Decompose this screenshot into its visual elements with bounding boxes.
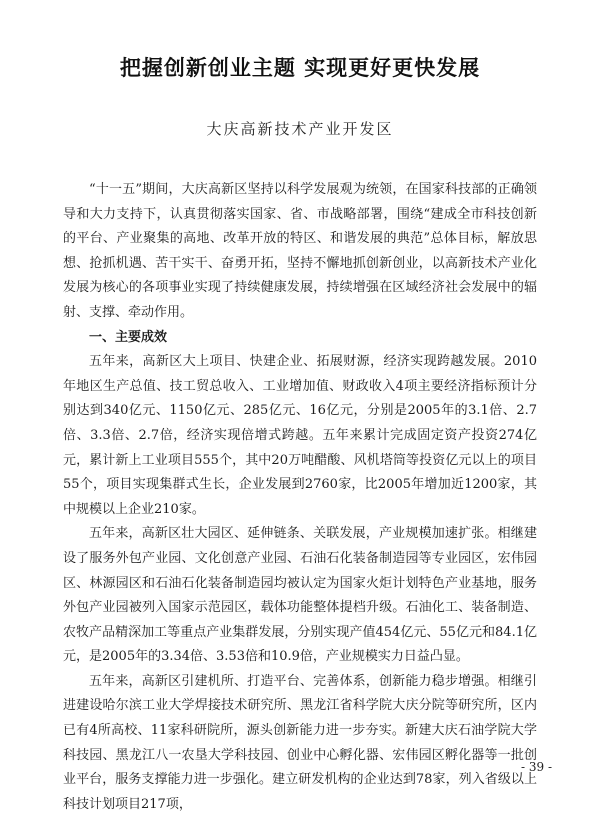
paragraph-industry: 五年来，高新区壮大园区、延伸链条、关联发展，产业规模加速扩张。相继建设了服务外包产业园、文化创意产业园、石油石化装备制造园等专业园区，宏伟园区、林源园区和石油石化装备制造园均被认定为国家火炬计划特色产业基地，服务外包产业园被列入国家示范园区，载体功能整体提档升级。石油化工、装备制造、农牧产品精深加工等重点产业集群发展，分别实现产值454亿元、55亿元和84.1亿元，是2005年的3.34倍、3.53倍和10.9倍，产业规模实力日益凸显。 bbox=[63, 526, 537, 665]
page-number: - 39 - bbox=[520, 760, 552, 774]
document-title: 把握创新创业主题 实现更好更快发展 bbox=[119, 55, 481, 80]
document-body bbox=[63, 178, 537, 817]
section-heading: 一、主要成效 bbox=[89, 329, 168, 345]
document-author: 大庆高新技术产业开发区 bbox=[206, 120, 394, 138]
intro-paragraph: “十一五”期间，大庆高新区坚持以科学发展观为统领，在国家科技部的正确领导和大力支持下，认真贯彻落实国家、省、市战略部署，围绕“建成全市科技创新的平台、产业聚集的高地、改革开放的特区、和谐发展的典范”总体目标，解放思想、抢抓机遇、苦干实干、奋勇开拓，坚持不懈地抓创新创业，以高新技术产业化发展为核心的各项事业实现了持续健康发展，持续增强在区域经济社会发展中的辐射、支撑、牵动作用。 bbox=[63, 182, 537, 320]
paragraph-economy: 五年来，高新区大上项目、快建企业、拓展财源，经济实现跨越发展。2010年地区生产总值、技工贸总收入、工业增加值、财政收入4项主要经济指标预计分别达到340亿元、1150亿元、285亿元、16亿元，分别是2005年的3.1倍、2.7倍、3.3倍、2.7倍，经济实现倍增式跨越。五年来累计完成固定资产投资274亿元，累计新上工业项目555个，其中20万吨醋酸、风机塔筒等投资亿元以上的项目55个，项目实现集群式生长，企业发展到2760家，比2005年增加近1200家，其中规模以上企业210家。 bbox=[63, 354, 537, 517]
paragraph-innovation: 五年来，高新区引建机所、打造平台、完善体系，创新能力稳步增强。相继引进建设哈尔滨工业大学焊接技术研究所、黑龙江省科学院大庆分院等研究所，区内已有4所高校、11家科研院所，源头创新能力进一步夯实。新建大庆石油学院大学科技园、黑龙江八一农垦大学科技园、创业中心孵化器、宏伟园区孵化器等一批创业平台，服务支撑能力进一步强化。建立研发机构的企业达到78家，列入省级以上科技计划项目217项， bbox=[63, 673, 537, 812]
